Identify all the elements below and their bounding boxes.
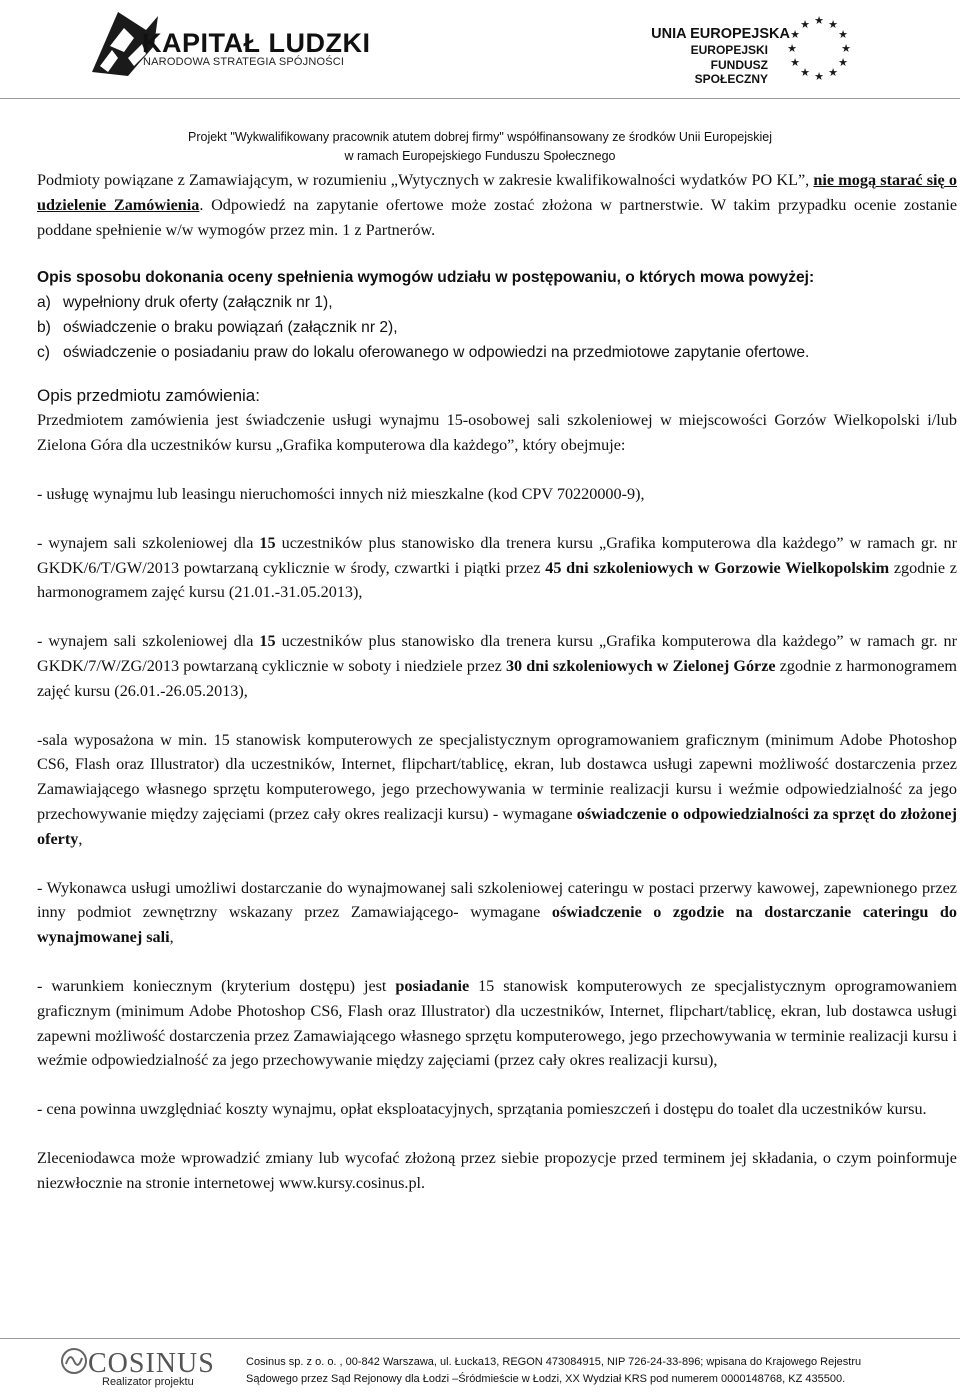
project-line-2: w ramach Europejskiego Funduszu Społecznego bbox=[344, 149, 616, 163]
eu-logo-line3: FUNDUSZ SPOŁECZNY bbox=[694, 58, 768, 86]
intro-paragraph bbox=[37, 168, 957, 242]
closing-paragraph: Zleceniodawca może wprowadzić zmiany lub wycofać złożoną przez siebie propozycje przed terminem jej składania, o czym poinformuje niezwłocznie na stronie internetowej www.kursy.cosinus.pl. bbox=[37, 1148, 957, 1192]
footer-company-info bbox=[246, 1354, 861, 1388]
spacer bbox=[37, 1122, 957, 1146]
cosinus-logo-subtitle: Realizator projektu bbox=[102, 1376, 194, 1388]
cpv-item: - usługę wynajmu lub leasingu nieruchomości innych niż mieszkalne (kod CPV 70220000-9), bbox=[37, 484, 645, 503]
catering-item: - Wykonawca usługi umożliwi dostarczanie do wynajmowanej sali szkoleniowej cateringu w postaci przerwy kawowej, zapewnionego przez inny podmiot zewnętrzny wskazany przez Zamawiającego- wymagane oświadczenie o zgodzie na dostarczanie cateringu do wynajmowanej sali, bbox=[37, 878, 957, 947]
cosinus-logo-text: COSINUS bbox=[88, 1348, 215, 1379]
spacer bbox=[37, 458, 957, 482]
spacer bbox=[37, 507, 957, 531]
intro-text-1: Podmioty powiązane z Zamawiającym, w rozumieniu „Wytycznych w zakresie kwalifikowalności wydatków PO KL”, bbox=[37, 171, 814, 189]
document-body bbox=[37, 168, 957, 1196]
svg-text:★: ★ bbox=[800, 18, 810, 31]
subject-heading: Opis przedmiotu zamówienia: bbox=[37, 385, 260, 405]
eu-logo-line1: UNIA EUROPEJSKA bbox=[651, 26, 790, 42]
spacer bbox=[37, 704, 957, 728]
svg-text:★: ★ bbox=[814, 14, 824, 27]
list-item: a) wypełniony druk oferty (załącznik nr 1), bbox=[37, 294, 333, 312]
footer-line-2: Sądowego przez Sąd Rejonowy dla Łodzi –Śródmieście w Łodzi, XX Wydział KRS pod numerem 0000148768, KZ 435500. bbox=[246, 1373, 846, 1385]
intro-underlined: nie mogą starać się o udzielenie Zamówienia bbox=[37, 171, 957, 214]
equipment-item: -sala wyposażona w min. 15 stanowisk komputerowych ze specjalistycznym oprogramowaniem graficznym (minimum Adobe Photoshop CS6, Flash oraz Illustrator) dla uczestników, Internet, flipchart/tablicę, ekran, lub dostawca usługi zapewni możliwość dostarczenia przez Zamawiającego własnego sprzętu komputerowego, jego przechowywania w terminie realizacji kursu i weźmie odpowiedzialność za jego przechowywanie między zajęciami (przez cały okres realizacji kursu) - wymagane oświadczenie o odpowiedzialności za sprzęt do złożonej oferty, bbox=[37, 730, 957, 848]
svg-text:★: ★ bbox=[841, 42, 851, 55]
svg-text:★: ★ bbox=[800, 66, 810, 79]
zielona-item: - wynajem sali szkoleniowej dla 15 uczestników plus stanowisko dla trenera kursu „Grafika komputerowa dla każdego” w ramach gr. nr GKDK/7/W/ZG/2013 powtarzaną cyklicznie w soboty i niedziele przez 30 dni szkoleniowych w Zielonej Górze zgodnie z harmonogramem zajęć kursu (26.01.-26.05.2013), bbox=[37, 632, 957, 700]
svg-text:★: ★ bbox=[828, 66, 838, 79]
spacer bbox=[37, 366, 957, 384]
list-item: c) oświadczenie o posiadaniu praw do lokalu oferowanego w odpowiedzi na przedmiotowe zapytanie ofertowe. bbox=[37, 343, 810, 361]
header-divider bbox=[0, 98, 960, 99]
svg-text:★: ★ bbox=[790, 56, 800, 69]
svg-text:★: ★ bbox=[814, 70, 824, 82]
svg-text:★: ★ bbox=[828, 18, 838, 31]
assessment-list bbox=[37, 291, 957, 365]
condition-item: - warunkiem koniecznym (kryterium dostępu) jest posiadanie 15 stanowisk komputerowych ze specjalistycznym oprogramowaniem graficznym (minimum Adobe Photoshop CS6, Flash oraz Illustrator) dla uczestników, Internet, flipchart/tablicę, ekran, lub dostawca usługi zapewni możliwość dostarczenia przez Zamawiającego własnego sprzętu komputerowego, jego przechowywania w terminie realizacji kursu i weźmie odpowiedzialność za jego przechowywanie między zajęciami (przez cały okres realizacji kursu), bbox=[37, 976, 957, 1070]
spacer bbox=[37, 242, 957, 266]
svg-text:★: ★ bbox=[838, 28, 848, 41]
spacer bbox=[37, 852, 957, 876]
kapital-ludzki-subtitle: NARODOWA STRATEGIA SPÓJNOŚCI bbox=[143, 56, 345, 68]
cosinus-emblem-icon bbox=[60, 1346, 88, 1376]
price-item: - cena powinna uwzględniać koszty wynajmu, opłat eksploatacyjnych, sprzątania pomieszczeń i dostępu do toalet dla uczestników kursu. bbox=[37, 1100, 927, 1119]
svg-text:★: ★ bbox=[838, 56, 848, 69]
spacer bbox=[37, 605, 957, 629]
footer-line-1: Cosinus sp. z o. o. , 00-842 Warszawa, ul. Łucka13, REGON 473084915, NIP 726-24-33-896; wpisana do Krajowego Rejestru bbox=[246, 1356, 862, 1368]
svg-text:★: ★ bbox=[787, 42, 797, 55]
assessment-section bbox=[37, 266, 957, 365]
project-line-1: Projekt "Wykwalifikowany pracownik atutem dobrej firmy" współfinansowany ze środków Unii Europejskiej bbox=[188, 130, 772, 144]
eu-flag-icon bbox=[778, 12, 860, 82]
assessment-heading: Opis sposobu dokonania oceny spełnienia wymogów udziału w postępowaniu, o których mowa powyżej: bbox=[37, 269, 815, 287]
intro-text-2: . Odpowiedź na zapytanie ofertowe może zostać złożona w partnerstwie. W takim przypadku ocenie zostanie poddane spełnienie w/w wymogów przez min. 1 z Partnerów. bbox=[37, 195, 957, 239]
gorzow-item: - wynajem sali szkoleniowej dla 15 uczestników plus stanowisko dla trenera kursu „Grafika komputerowa dla każdego” w ramach gr. nr GKDK/6/T/GW/2013 powtarzaną cyklicznie w środy, czwartki i piątki przez 45 dni szkoleniowych w Gorzowie Wielkopolskim zgodnie z harmonogramem zajęć kursu (21.01.-31.05.2013), bbox=[37, 533, 957, 602]
project-statement bbox=[0, 128, 960, 166]
svg-text:★: ★ bbox=[790, 28, 800, 41]
spacer bbox=[37, 950, 957, 974]
footer-divider bbox=[0, 1338, 960, 1339]
kapital-ludzki-title: KAPITAŁ LUDZKI bbox=[142, 28, 371, 58]
page-header bbox=[0, 0, 960, 100]
list-item: b) oświadczenie o braku powiązań (załącznik nr 2), bbox=[37, 318, 398, 336]
subject-intro: Przedmiotem zamówienia jest świadczenie usługi wynajmu 15-osobowej sali szkoleniowej w miejscowości Gorzów Wielkopolski i/lub Zielona Góra dla uczestników kursu „Grafika komputerowa dla każdego”, który obejmuje: bbox=[37, 411, 957, 455]
spacer bbox=[37, 1073, 957, 1097]
eu-logo-line2: EUROPEJSKI bbox=[690, 43, 768, 57]
